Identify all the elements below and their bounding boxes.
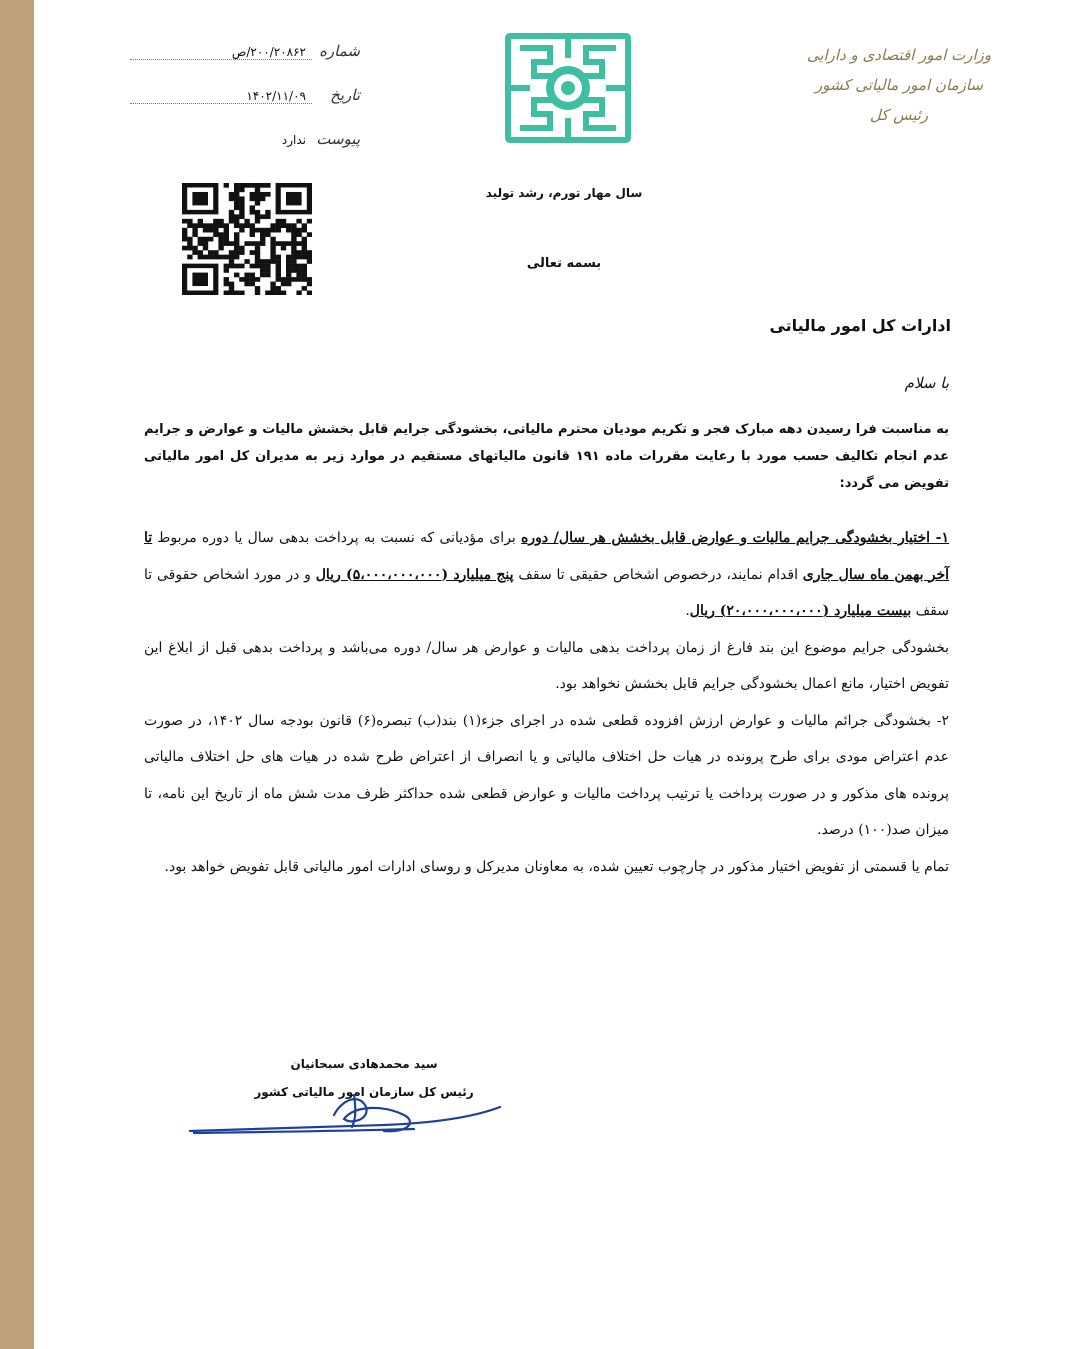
date-label: تاریخ xyxy=(330,86,360,104)
signer-title: رئیس کل سازمان امور مالیاتی کشور xyxy=(254,1085,474,1099)
office-title: رئیس کل xyxy=(869,106,929,124)
attachment-row xyxy=(130,130,360,174)
item-1-cap-individuals: پنج میلیارد (۵،۰۰۰،۰۰۰،۰۰۰) ریال xyxy=(315,566,514,583)
item-1-text-c: و در مورد اشخاص حقوقی تا سقف xyxy=(144,566,949,619)
attachment-value: ندارد xyxy=(281,133,306,147)
organization-name: سازمان امور مالیاتی کشور xyxy=(815,76,983,94)
letter-number: ۲۰۰/۲۰۸۶۲/ص xyxy=(130,45,312,60)
addressee: ادارات کل امور مالیاتی xyxy=(769,316,951,335)
item-2: ۲- بخشودگی جرائم مالیات و عوارض ارزش افزوده قطعی شده در اجرای جزء(۱) بند(ب) تبصره(۶) قانون بودجه سال ۱۴۰۲، در صورت عدم اعتراض مودی برای طرح پرونده در هیات حل اختلاف مالیاتی و یا انصراف از اعتراض طرح شده در هیات های حل اختلاف مالیاتی پرونده های مذکور و در صورت پرداخت یا ترتیب پرداخت مالیات و عوارض قطعی شده حداکثر ظرف مدت شش ماه از تاریخ این نامه، تا میزان صد(۱۰۰) درصد. xyxy=(144,712,949,838)
qr-code xyxy=(182,183,312,295)
signer-name: سید محمدهادی سبحانیان xyxy=(290,1057,438,1071)
paper-edge-strip xyxy=(0,0,34,1349)
item-1-text-a: برای مؤدیانی که نسبت به پرداخت بدهی سال یا دوره مربوط xyxy=(152,530,522,546)
item-1-title: ۱- اختیار بخشودگی جرایم مالیات و عوارض قابل بخشش هر سال/ دوره xyxy=(521,530,949,546)
greeting: با سلام xyxy=(904,374,949,392)
year-slogan: سال مهار تورم، رشد تولید xyxy=(485,186,643,200)
number-label: شماره xyxy=(319,42,360,60)
closing-paragraph: تمام یا قسمتی از تفویض اختیار مذکور در چارچوب تعیین شده، به معاونان مدیرکل و روسای ادارات امور مالیاتی قابل تفویض خواهد بود. xyxy=(164,858,949,875)
bismillah: بسمه تعالی xyxy=(526,256,602,271)
attachment-label: پیوست xyxy=(316,130,360,148)
tax-organization-logo xyxy=(500,28,636,148)
item-1-cap-legal: بیست میلیارد (۲۰،۰۰۰،۰۰۰،۰۰۰) ریال xyxy=(689,603,912,619)
item-1-deadline: تا آخر بهمن ماه سال جاری xyxy=(144,530,950,583)
item-1-end: . xyxy=(685,603,690,619)
item-1 xyxy=(144,520,949,630)
ministry-letterhead xyxy=(769,40,1029,130)
item-1-note: بخشودگی جرایم موضوع این بند فارغ از زمان پرداخت بدهی مالیات و عوارض هر سال/ دوره می‌باشد و پرداخت بدهی قبل از ابلاغ این تفویض اختیار، مانع اعمال بخشودگی جرایم قابل بخشش نخواهد بود. xyxy=(144,639,949,692)
letter-page xyxy=(34,0,1079,1349)
date-row xyxy=(130,86,360,130)
intro-paragraph: به مناسبت فرا رسیدن دهه مبارک فجر و تکریم مودیان محترم مالیاتی، بخشودگی جرایم قابل بخشش مالیات و عوارض و جرایم عدم انجام تکالیف حسب مورد با رعایت مقررات ماده ۱۹۱ قانون مالیاتهای مستقیم در موارد زیر به مدیران کل امور مالیاتی تفویض می گردد: xyxy=(144,422,949,491)
letter-meta xyxy=(130,42,360,174)
letter-date: ۱۴۰۲/۱۱/۰۹ xyxy=(130,89,312,104)
item-1-text-b: اقدام نمایند، درخصوص اشخاص حقیقی تا سقف xyxy=(513,566,803,583)
handwritten-signature xyxy=(184,1085,504,1145)
number-row xyxy=(130,42,360,86)
letter-body xyxy=(144,520,949,885)
ministry-name: وزارت امور اقتصادی و دارایی xyxy=(806,46,992,64)
